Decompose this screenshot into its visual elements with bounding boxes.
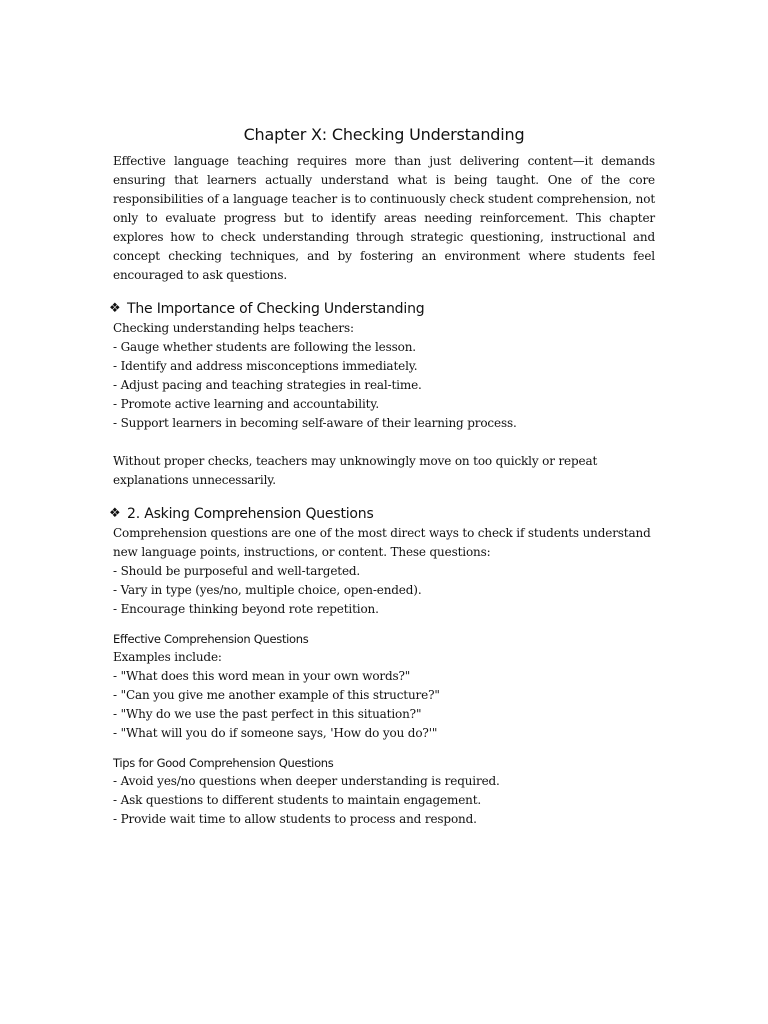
subsection-tips-heading: Tips for Good Comprehension Questions xyxy=(113,756,334,770)
section-lead: Comprehension questions are one of the most direct ways to check if students understand new language points, instructions, or content. These questions: xyxy=(113,526,651,559)
section-heading-text: 2. Asking Comprehension Questions xyxy=(127,506,374,522)
list-item: - Identify and address misconceptions immediately. xyxy=(113,359,418,373)
list-item: - Vary in type (yes/no, multiple choice, open-ended). xyxy=(113,583,422,597)
list-item: - Gauge whether students are following the lesson. xyxy=(113,340,416,354)
chapter-title: Chapter X: Checking Understanding xyxy=(243,125,525,144)
section-heading-text: The Importance of Checking Understanding xyxy=(127,301,425,317)
list-item: - "What will you do if someone says, 'How do you do?'" xyxy=(113,726,438,740)
list-item: - Adjust pacing and teaching strategies in real-time. xyxy=(113,378,422,392)
list-item: - Encourage thinking beyond rote repetition. xyxy=(113,602,379,616)
list-item: - Provide wait time to allow students to process and respond. xyxy=(113,812,477,826)
list-item: - Should be purposeful and well-targeted. xyxy=(113,564,361,578)
list-item: - Promote active learning and accountability. xyxy=(113,397,379,411)
list-item: - "Can you give me another example of this structure?" xyxy=(113,688,440,702)
diamond-bullet-icon: ❖ xyxy=(109,506,121,521)
list-item: - "Why do we use the past perfect in this situation?" xyxy=(113,707,422,721)
subsection-effective-heading: Effective Comprehension Questions xyxy=(113,632,309,646)
section-importance-heading xyxy=(109,299,655,319)
section-lead: Checking understanding helps teachers: xyxy=(113,321,354,335)
list-item: - Ask questions to different students to maintain engagement. xyxy=(113,793,482,807)
section-questions-heading xyxy=(109,504,655,524)
list-item: - Support learners in becoming self-aware of their learning process. xyxy=(113,416,517,430)
diamond-bullet-icon: ❖ xyxy=(109,301,121,316)
section-closing: Without proper checks, teachers may unknowingly move on too quickly or repeat explanations unnecessarily. xyxy=(113,454,598,487)
intro-paragraph: Effective language teaching requires more than just delivering content—it demands ensuring that learners actually understand what is being taught. One of the core responsibilities of a language teacher is to continuously check student comprehension, not only to evaluate progress but to identify areas needing reinforcement. This chapter explores how to check understanding through strategic questioning, instructional and concept checking techniques, and by fostering an environment where students feel encouraged to ask questions. xyxy=(113,154,655,282)
list-item: - Avoid yes/no questions when deeper understanding is required. xyxy=(113,774,500,788)
document-body xyxy=(109,124,655,829)
list-item: - "What does this word mean in your own words?" xyxy=(113,669,411,683)
subsection-lead: Examples include: xyxy=(113,650,222,664)
